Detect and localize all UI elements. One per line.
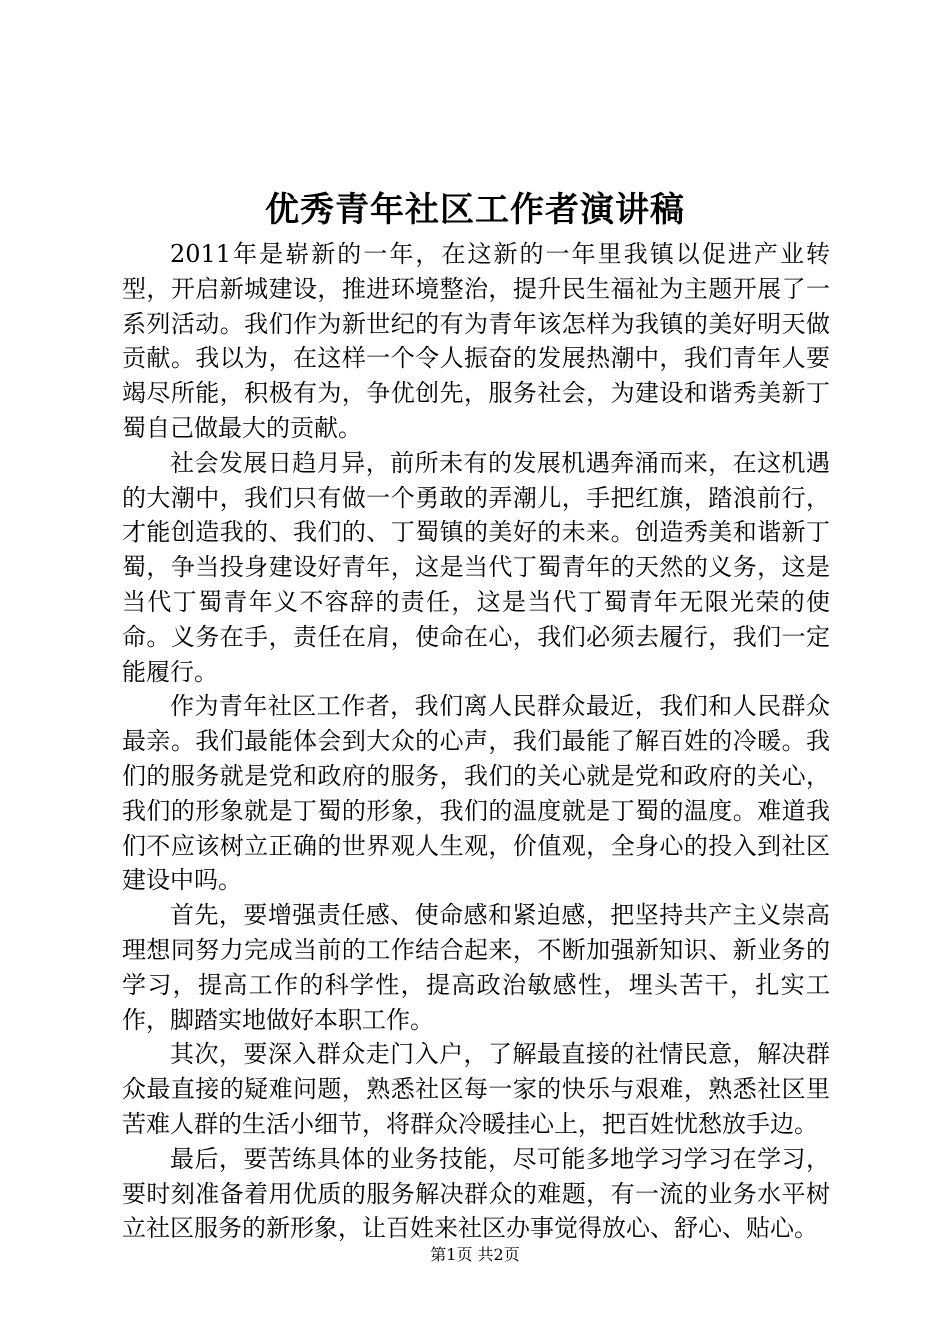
paragraph-3: 作为青年社区工作者，我们离人民群众最近，我们和人民群众最亲。我们最能体会到大众的心声，我们最能了解百姓的冷暖。我们的服务就是党和政府的服务，我们的关心就是党和政府的关心，我们的形象就是丁蜀的形象，我们的温度就是丁蜀的温度。难道我们不应该树立正确的世界观人生观，价值观，全身心的投入到社区建设中吗。 <box>122 692 830 895</box>
paragraph-2: 社会发展日趋月异，前所未有的发展机遇奔涌而来，在这机遇的大潮中，我们只有做一个勇敢的弄潮儿，手把红旗，踏浪前行，才能创造我的、我们的、丁蜀镇的美好的未来。创造秀美和谐新丁蜀，争当投身建设好青年，这是当代丁蜀青年的天然的义务，这是当代丁蜀青年义不容辞的责任，这是当代丁蜀青年无限光荣的使命。义务在手，责任在肩，使命在心，我们必须去履行，我们一定能履行。 <box>122 448 830 686</box>
paragraph-5: 其次，要深入群众走门入户，了解最直接的社情民意，解决群众最直接的疑难问题，熟悉社区每一家的快乐与艰难，熟悉社区里苦难人群的生活小细节，将群众冷暖挂心上，把百姓忧愁放手边。 <box>122 1040 830 1138</box>
document-body <box>122 237 830 1246</box>
paragraph-1: 2011年是崭新的一年，在这新的一年里我镇以促进产业转型，开启新城建设，推进环境整治，提升民生福祉为主题开展了一系列活动。我们作为新世纪的有为青年该怎样为我镇的美好明天做贡献。我以为，在这样一个令人振奋的发展热潮中，我们青年人要竭尽所能，积极有为，争优创先，服务社会，为建设和谐秀美新丁蜀自己做最大的贡献。 <box>122 240 830 442</box>
document-title: 优秀青年社区工作者演讲稿 <box>265 190 685 230</box>
page-footer: 第1页 共2页 <box>430 1245 520 1264</box>
paragraph-6: 最后，要苦练具体的业务技能，尽可能多地学习学习在学习，要时刻准备着用优质的服务解决群众的难题，有一流的业务水平树立社区服务的新形象，让百姓来社区办事觉得放心、舒心、贴心。 <box>122 1144 830 1243</box>
paragraph-4: 首先，要增强责任感、使命感和紧迫感，把坚持共产主义崇高理想同努力完成当前的工作结合起来，不断加强新知识、新业务的学习，提高工作的科学性，提高政治敏感性，埋头苦干，扎实工作，脚踏实地做好本职工作。 <box>122 901 830 1034</box>
